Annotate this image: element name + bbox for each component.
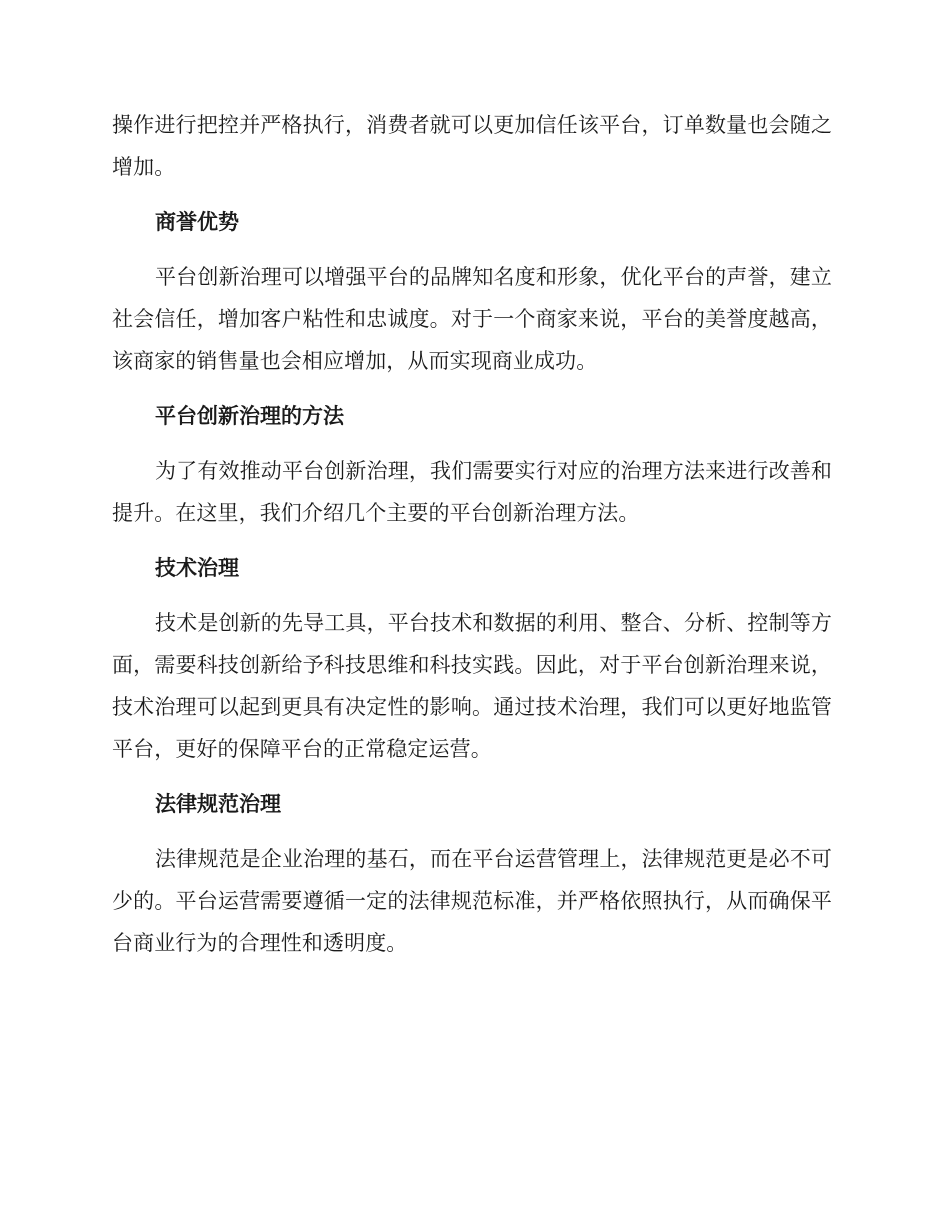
paragraph-legal-governance: 法律规范是企业治理的基石，而在平台运营管理上，法律规范更是必不可少的。平台运营需要遵循一定的法律规范标准，并严格依照执行，从而确保平台商业行为的合理性和透明度。 bbox=[112, 847, 832, 955]
document-page bbox=[112, 104, 832, 964]
heading-legal-governance: 法律规范治理 bbox=[155, 792, 281, 816]
heading-governance-methods: 平台创新治理的方法 bbox=[155, 404, 344, 428]
paragraph-methods-intro: 为了有效推动平台创新治理，我们需要实行对应的治理方法来进行改善和提升。在这里，我们介绍几个主要的平台创新治理方法。 bbox=[112, 459, 832, 525]
heading-technical-governance: 技术治理 bbox=[155, 556, 239, 580]
paragraph-continued: 操作进行把控并严格执行，消费者就可以更加信任该平台，订单数量也会随之增加。 bbox=[112, 113, 832, 179]
paragraph-technical-governance: 技术是创新的先导工具，平台技术和数据的利用、整合、分析、控制等方面，需要科技创新给予科技思维和科技实践。因此，对于平台创新治理来说，技术治理可以起到更具有决定性的影响。通过技术治理，我们可以更好地监管平台，更好的保障平台的正常稳定运营。 bbox=[112, 611, 832, 761]
heading-goodwill-advantage: 商誉优势 bbox=[155, 210, 239, 234]
paragraph-goodwill: 平台创新治理可以增强平台的品牌知名度和形象，优化平台的声誉，建立社会信任，增加客户粘性和忠诚度。对于一个商家来说，平台的美誉度越高，该商家的销售量也会相应增加，从而实现商业成功。 bbox=[112, 265, 832, 373]
